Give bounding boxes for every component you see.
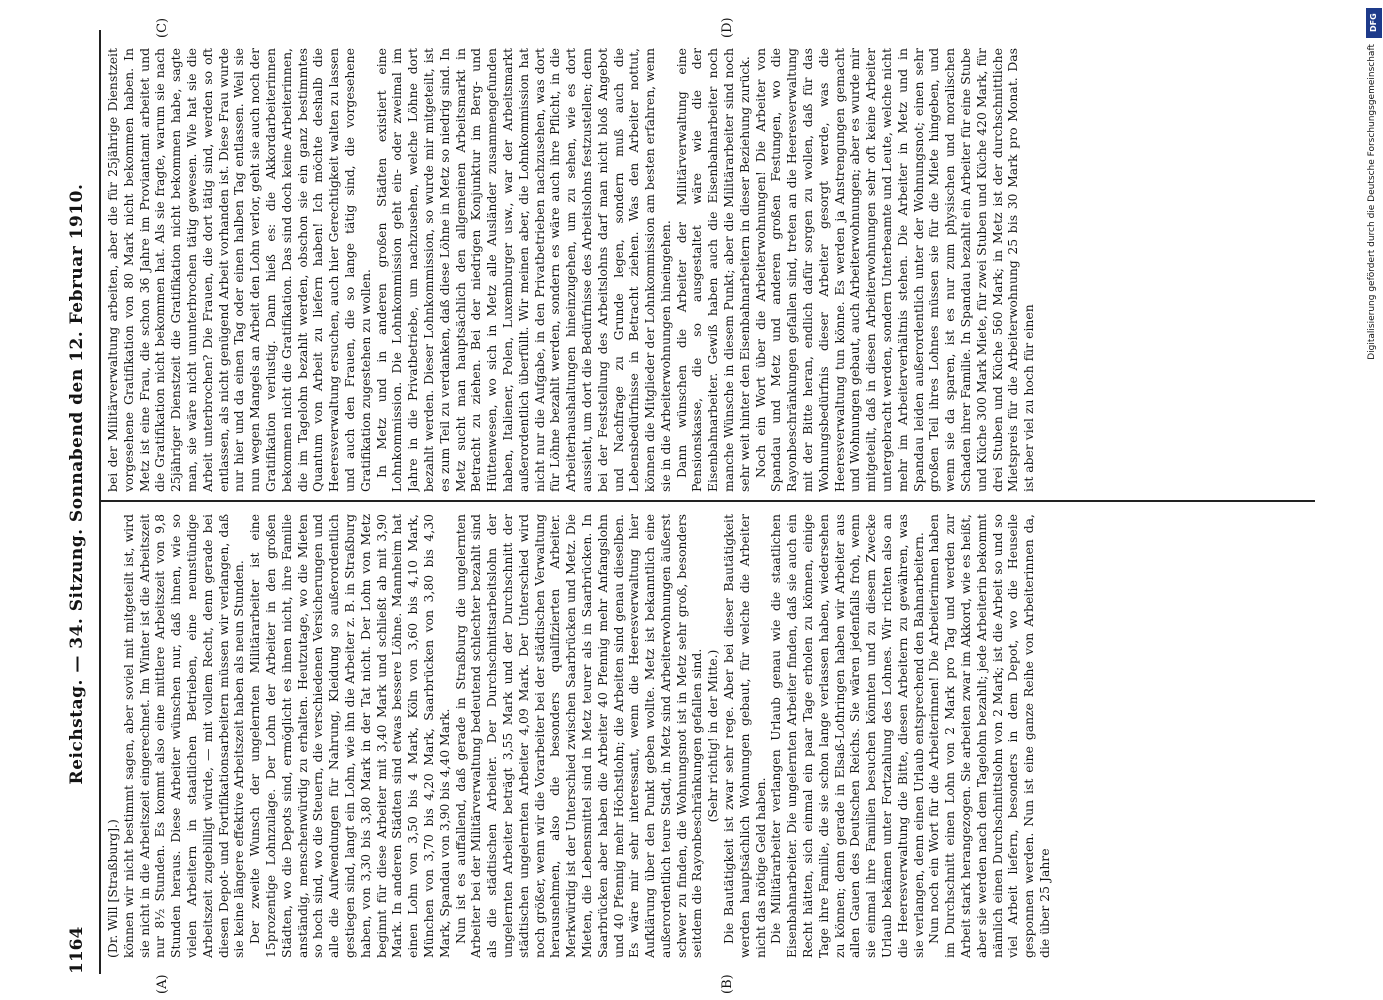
page-number: 1164 bbox=[67, 926, 87, 974]
speaker-note: (Dr. Will [Straßburg].) bbox=[105, 819, 120, 958]
margin-letter-a: (A) bbox=[155, 974, 170, 994]
page-header bbox=[63, 30, 97, 974]
column-divider bbox=[101, 500, 1315, 502]
right-text-column bbox=[105, 48, 1315, 492]
header-rule bbox=[99, 30, 101, 974]
running-title: Reichstag. — 34. Sitzung. Sonnabend den 12. Februar 1910. bbox=[67, 183, 87, 785]
paragraph: Noch ein Wort über die Arbeiterwohnungen! Die Arbeiter von Spandau und Metz und anderen großen Festungen, wo die Rayonbeschränkungen gefallen sind, treten an die Heeresverwaltung mit der Bitte heran, endlich dafür sorgen zu wollen, daß für das Wohnungsbedürfnis dieser Arbeiter gesorgt werde, was die Heeresverwaltung tun könne. Es werden ja Anstrengungen gemacht und Wohnungen gebaut, auch Arbeiterwohnungen; aber es wurde mir mitgeteilt, daß in diesen Arbeiterwohnungen sehr oft keine Arbeiter untergebracht werden, sondern Unterbeamte und Leute, welche nicht mehr im Arbeiterverhältnis stehen. Die Arbeiter in Metz und in Spandau leiden außerordentlich unter der Wohnungsnot; einen sehr großen Teil ihres Lohnes müssen sie für die Miete hingeben, und wenn sie da sparen, ist es nur zum physischen und moralischen Schaden ihrer Familie. In Spandau bezahlt ein Arbeiter für eine Stube und Küche 300 Mark Miete, für zwei Stuben und Küche 420 Mark, für drei Stuben und Küche 560 Mark; in Metz ist der durchschnittliche Mietspreis für die Arbeiterwohnung 25 bis 30 Mark pro Monat. Das ist aber viel zu hoch für einen bbox=[752, 48, 1037, 492]
paragraph: Nun noch ein Wort für die Arbeiterinnen! Die Arbeiterinnen haben im Durchschnitt einen Lohn von 2 Mark pro Tag und werden zur Arbeit stark herangezogen. Sie arbeiten zwar im Akkord, wie es heißt, aber sie werden nach dem Tagelohn bezahlt; jede Arbeiterin bekommt nämlich einen Durchschnittslohn von 2 Mark; ist die Arbeit so und so viel Arbeit liefern, besonders in dem Depot, wo die Heuseile gesponnen werden. Nun ist eine ganze Reihe von Arbeiterinnen da, die über 25 Jahre bbox=[926, 514, 1053, 958]
left-text-column bbox=[105, 514, 1315, 958]
paragraph: Der zweite Wunsch der ungelernten Militärarbeiter ist eine 15prozentige Lohnzulage. Der Lohn der Arbeiter in den großen Städten, wo die Depots sind, ermöglicht es ihnen nicht, ihre Familie anständig, menschenwürdig zu erhalten. Heutzutage, wo die Mieten so hoch sind, wo die Steuern, die verschiedenen Versicherungen und alle die Aufwendungen für Nahrung, Kleidung so außerordentlich gestiegen sind, langt ein Lohn, wie ihn die Arbeiter z. B. in Straßburg haben, von 3,30 bis 3,80 Mark in der Tat nicht. Der Lohn von Metz beginnt für diese Arbeiter mit 3,40 Mark und schließt ab mit 3,90 Mark. In anderen Städten sind etwas bessere Löhne. Mannheim hat einen Lohn von 3,50 bis 4 Mark, Köln von 3,60 bis 4,10 Mark, München von 3,70 bis 4,20 Mark, Saarbrücken von 3,80 bis 4,30 Mark, Spandau von 3,90 bis 4,40 Mark. bbox=[247, 514, 452, 958]
paragraph: Die Militärarbeiter verlangen Urlaub genau wie die staatlichen Eisenbahnarbeiter. Die ungelernten Arbeiter finden, daß sie auch ein Recht hätten, sich einmal ein paar Tage erholen zu können, einige Tage ihre Familie, die sie schon lange verlassen haben, wiedersehen zu können; denn gerade in Elsaß-Lothringen haben wir Arbeiter aus allen Gauen des Deutschen Reichs. Sie wären jedenfalls froh, wenn sie einmal ihre Familien besuchen könnten und zu diesem Zwecke Urlaub bekämen unter Fortzahlung des Lohnes. Wir richten also an die Heeresverwaltung die Bitte, diesen Arbeitern zu gewähren, was sie verlangen, denn einen Urlaub entsprechend den Bahnarbeitern. bbox=[768, 514, 926, 958]
dfg-logo: DFG bbox=[1366, 8, 1382, 38]
paragraph: können wir nicht bestimmt sagen, aber soviel mit mitgeteilt ist, wird sie nicht in die Arbeitszeit eingerechnet. Im Winter ist die Arbeitszeit nur 8½ Stunden. Es kommt also eine mittlere Arbeitszeit von 9,8 Stunden heraus. Diese Arbeiter wünschen nur, daß ihnen, wie so vielen Arbeitern in staatlichen Betrieben, eine neunstündige Arbeitszeit zugebilligt würde, — mit vollem Recht, denn gerade bei diesen Depot- und Fortifikationsarbeitern müssen wir verlangen, daß sie keine längere effektive Arbeitszeit haben als neun Stunden. bbox=[120, 514, 247, 958]
margin-letter-c: (C) bbox=[155, 17, 170, 38]
margin-letter-b: (B) bbox=[720, 974, 735, 994]
paragraph: Nun ist es auffallend, daß gerade in Straßburg die ungelernten Arbeiter bei der Militärverwaltung bedeutend schlechter bezahlt sind als die städtischen Arbeiter. Der Durchschnittsarbeitslohn der ungelernten Arbeiter beträgt 3,55 Mark und der Durchschnitt der städtischen ungelernten Arbeiter 4,09 Mark. Der Unterschied wird noch größer, wenn wir die Vorarbeiter bei der städtischen Verwaltung herausnehmen, also die besonders qualifizierten Arbeiter. Merkwürdig ist der Unterschied zwischen Saarbrücken und Metz. Die Mieten, die Lebensmittel sind in Metz teurer als in Saarbrücken. In Saarbrücken aber haben die Arbeiter 40 Pfennig mehr Anfangslohn und 40 Pfennig mehr Höchstlohn; die Arbeiten sind genau dieselben. Es wäre mir sehr interessant, wenn die Heeresverwaltung hier Aufklärung über den Punkt geben wollte. Metz ist bekanntlich eine außerordentlich teure Stadt, in Metz sind Arbeiterwohnungen äußerst schwer zu finden, die Wohnungsnot ist in Metz sehr groß, besonders seitdem die Rayonbeschränkungen gefallen sind. bbox=[452, 514, 705, 958]
paragraph: Die Bautätigkeit ist zwar sehr rege. Aber bei dieser Bautätigkeit werden hauptsächlich Wohnungen gebaut, für welche die Arbeiter nicht das nötige Geld haben. bbox=[721, 514, 768, 958]
paragraph: Dann wünschen die Arbeiter der Militärverwaltung eine Pensionskasse, die so ausgestaltet wäre wie die der Eisenbahnarbeiter. Gewiß haben auch die Eisenbahnarbeiter noch manche Wünsche in diesem Punkt; aber die Militärarbeiter sind noch sehr weit hinter den Eisenbahnarbeitern in dieser Beziehung zurück. bbox=[673, 48, 752, 492]
margin-letter-d: (D) bbox=[720, 17, 735, 38]
rotated-document-page bbox=[55, 0, 1345, 1000]
paragraph: In Metz und in anderen großen Städten existiert eine Lohnkommission. Die Lohnkommission geht ein- oder zweimal im Jahre in die Privatbetriebe, um nachzusehen, welche Löhne dort bezahlt werden. Dieser Lohnkommission, so wurde mir mitgeteilt, ist es zum Teil zu verdanken, daß diese Löhne in Metz so niedrig sind. In Metz sucht man hauptsächlich den allgemeinen Arbeitsmarkt in Betracht zu ziehen. Bei der niedrigen Konjunktur im Berg- und Hüttenwesen, wo sich in Metz alle Ausländer zusammengefunden haben, Italiener, Polen, Luxemburger usw., war der Arbeitsmarkt außerordentlich überfüllt. Wir meinen aber, die Lohnkommission hat nicht nur die Aufgabe, in den Privatbetrieben nachzusehen, was dort für Löhne bezahlt werden, sondern es wäre auch ihre Pflicht, in die Arbeiterhaushaltungen hineinzugehen, um zu sehen, wie es dort aussieht, um dort die Bedürfnisse des Arbeitslohns festzustellen; denn bei der Feststellung des Arbeitslohns darf man nicht bloß Angebot und Nachfrage zu Grunde legen, sondern muß auch die Lebensbedürfnisse in Betracht ziehen. Was den Arbeiter nottut, können die Mitglieder der Lohnkommission am besten erfahren, wenn sie in die Arbeiterwohnungen hineingehen. bbox=[373, 48, 673, 492]
paragraph: bei der Militärverwaltung arbeiten, aber die für 25jährige Dienstzeit vorgesehene Gratifikation von 80 Mark nicht bekommen haben. In Metz ist eine Frau, die schon 36 Jahre im Proviantamt arbeitet und die Gratifikation nicht bekommen hat. Als sie fragte, warum sie nach 25jähriger Dienstzeit die Gratifikation nicht bekommen habe, sagte man, sie wäre nicht ununterbrochen tätig gewesen. Wie hat sie die Arbeit unterbrochen? Die Frauen, die dort tätig sind, werden so oft entlassen, als nicht genügend Arbeit vorhanden ist. Diese Frau wurde nur hier und da einen Tag oder einen halben Tag entlassen. Weil sie nun wegen Mangels an Arbeit den Lohn verlor, geht sie auch noch der Gratifikation verlustig. Dann hieß es: die Akkordarbeiterinnen bekommen nicht die Gratifikation. Das sind doch keine Arbeiterinnen, die im Tagelohn bezahlt werden, obschon sie ein ganz bestimmtes Quantum von Arbeit zu liefern haben! Ich möchte deshalb die Heeresverwaltung ersuchen, auch hier Gerechtigkeit walten zu lassen und auch den Frauen, die so lange tätig sind, die vorgesehene Gratifikation zugestehen zu wollen. bbox=[105, 48, 373, 492]
digitization-note: Digitalisierung gefördert durch die Deutsche Forschungsgemeinschaft bbox=[1367, 44, 1377, 360]
digitization-strip bbox=[1365, 8, 1383, 998]
interjection: (Sehr richtig! in der Mitte.) bbox=[705, 649, 721, 823]
